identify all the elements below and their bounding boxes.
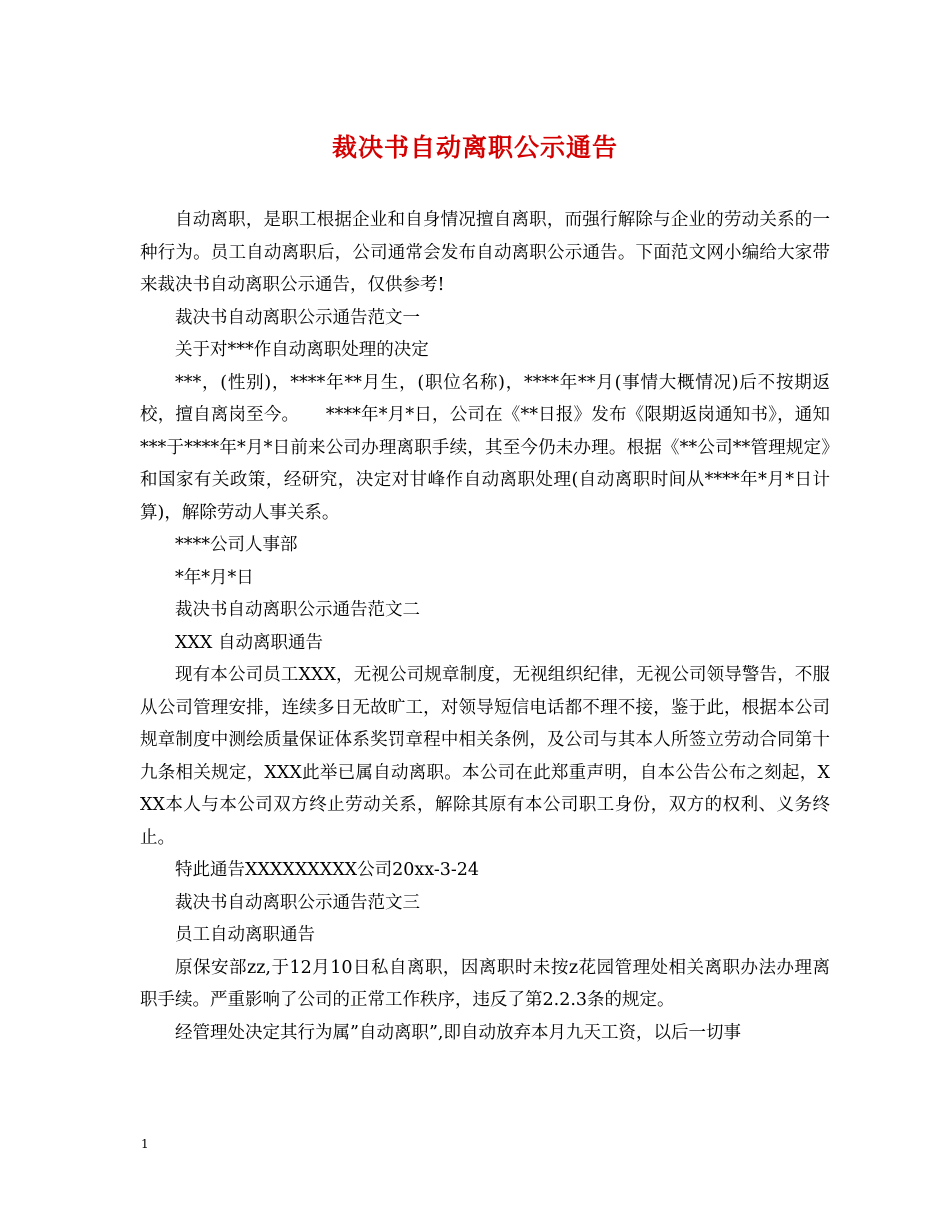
notice-signature-line: 特此通告XXXXXXXXX公司20xx-3-24 — [175, 860, 480, 880]
page-number: 1 — [141, 1137, 149, 1151]
document-body — [140, 204, 830, 1049]
notice-paragraph-xxx: 现有本公司员工XXX，无视公司规章制度，无视组织纪律，无视公司领导警告，不服从公司管理安排，连续多日无故旷工，对领导短信电话都不理不接，鉴于此，根据本公司规章制度中测绘质量保证体系奖罚章程中相关条例，及公司与其本人所签立劳动合同第十九条相关规定，XXX此举已属自动离职。本公司在此郑重声明，自本公告公布之刻起，XXX本人与本公司双方终止劳动关系，解除其原有本公司职工身份，双方的权利、义务终止。 — [140, 665, 830, 848]
decision-paragraph: ***，(性别)，****年**月生，(职位名称)，****年**月(事情大概情况)后不按期返校，擅自离岗至今。 ****年*月*日，公司在《**日报》发布《限期返岗通知书》，通知***于****年*月*日前来公司办理离职手续，其至今仍未办理。根据《**公司**管理规定》和国家有关政策，经研究，决定对甘峰作自动离职处理(自动离职时间从****年*月*日计算)，解除劳动人事关系。 — [140, 372, 830, 523]
signature-date: *年*月*日 — [175, 567, 254, 588]
employee-notice-paragraph: 原保安部zz,于12月10日私自离职，因离职时未按z花园管理处相关离职办法办理离职手续。严重影响了公司的正常工作秩序，违反了第2.2.3条的规定。 — [140, 957, 830, 1010]
intro-paragraph: 自动离职，是职工根据企业和自身情况擅自离职，而强行解除与企业的劳动关系的一种行为。员工自动离职后，公司通常会发布自动离职公示通告。下面范文网小编给大家带来裁决书自动离职公示通告，仅供参考! — [140, 210, 830, 295]
section-heading-sample-3: 裁决书自动离职公示通告范文三 — [175, 892, 420, 913]
document-title: 裁决书自动离职公示通告 — [331, 133, 618, 162]
notice-title-xxx: XXX 自动离职通告 — [175, 632, 323, 653]
signature-department: ****公司人事部 — [175, 535, 298, 555]
section-heading-sample-2: 裁决书自动离职公示通告范文二 — [175, 600, 420, 620]
section-heading-sample-1: 裁决书自动离职公示通告范文一 — [175, 307, 420, 328]
management-decision-paragraph: 经管理处决定其行为属”自动离职”,即自动放弃本月九天工资，以后一切事 — [175, 1022, 741, 1043]
decision-title: 关于对***作自动离职处理的决定 — [175, 340, 429, 360]
employee-notice-title: 员工自动离职通告 — [175, 925, 315, 945]
